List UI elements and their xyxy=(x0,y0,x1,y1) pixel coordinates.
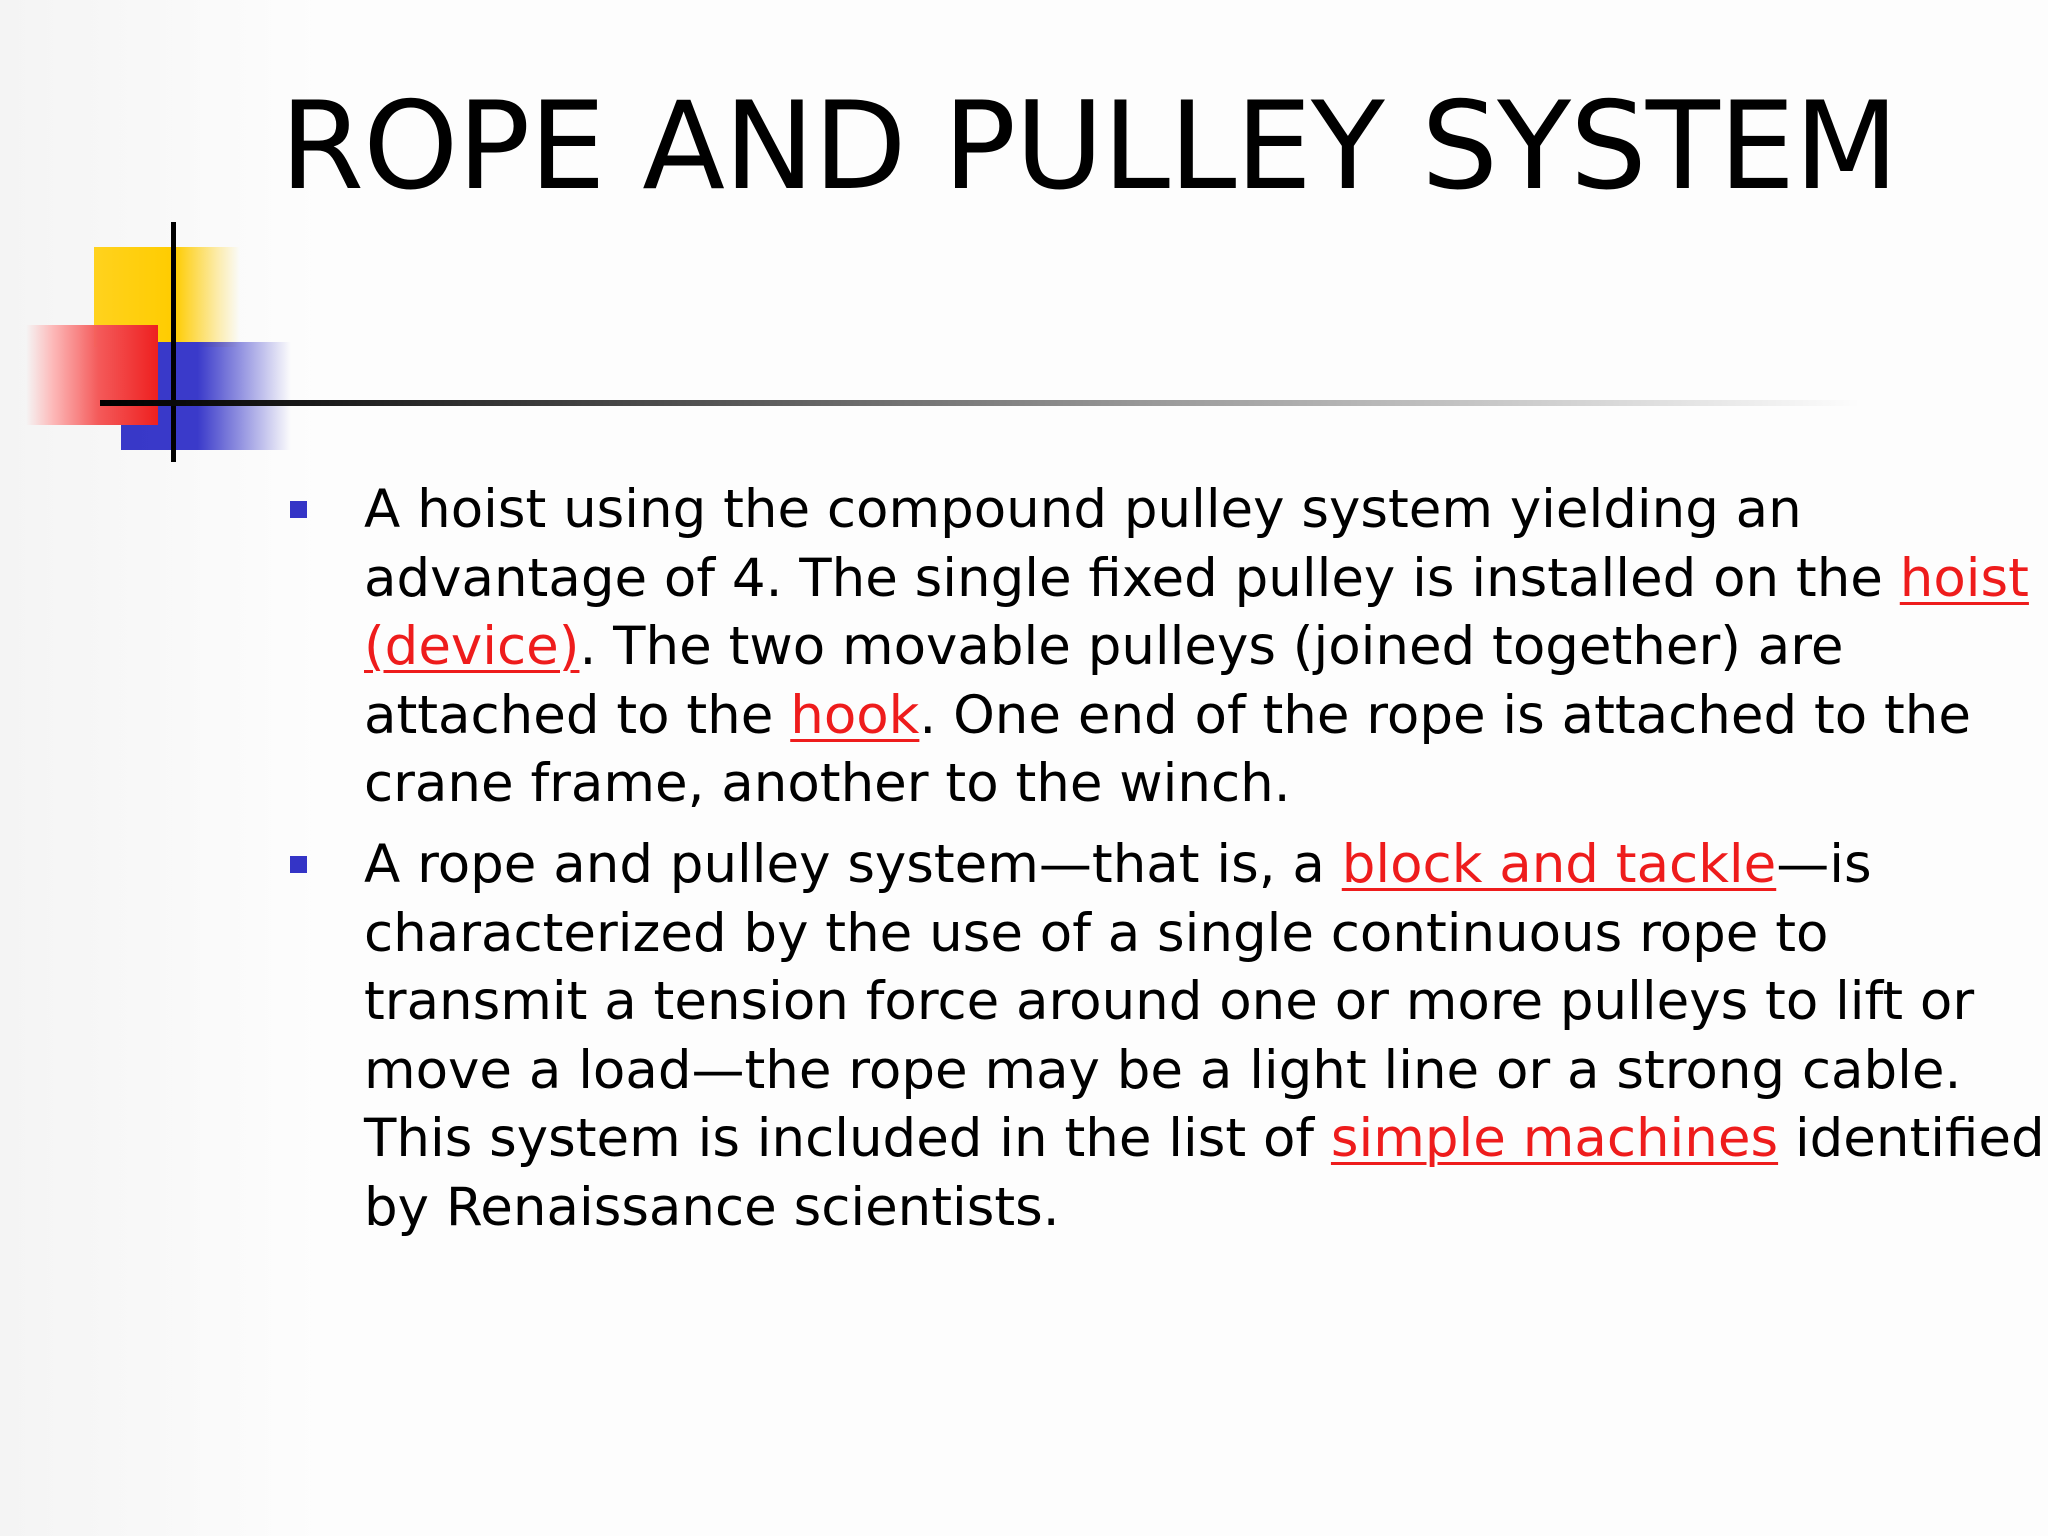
red-square xyxy=(26,325,158,425)
bullet-text-segment: . One end of the rope is attached to the crane frame, another to the winch. xyxy=(364,684,1971,815)
link-hoist-device[interactable]: hoist (device) xyxy=(364,547,2029,678)
bullet-text-segment: A hoist using the compound pulley system yielding an advantage of 4. The single fixed pulley is installed on the xyxy=(364,479,1900,609)
vertical-rule xyxy=(171,222,176,462)
slide-title: ROPE AND PULLEY SYSTEM xyxy=(280,76,1898,217)
link-simple-machines[interactable]: simple machines xyxy=(1330,1108,1779,1170)
bullet-text-segment: . The two movable pulleys (joined together) are attached to the xyxy=(364,616,1844,746)
bullet-marker-icon xyxy=(290,856,307,873)
bullet-text xyxy=(364,476,2048,819)
decorative-graphic xyxy=(0,0,2048,470)
horizontal-rule xyxy=(100,400,1860,406)
bullet-text xyxy=(364,831,2048,1243)
bullet-text-segment: A rope and pulley system—that is, a xyxy=(364,834,1342,895)
bullet-text-segment: —is characterized by the use of a single continuous rope to transmit a tension force around one or more pulleys to lift or move a load—the rope may be a light line or a strong cable. This system is included in the list of xyxy=(364,834,1975,1170)
link-hook[interactable]: hook xyxy=(790,684,920,746)
bullet-marker-icon xyxy=(290,501,307,518)
bullet-text-segment: identified by Renaissance scientists. xyxy=(364,1108,2045,1238)
link-block-and-tackle[interactable]: block and tackle xyxy=(1341,834,1777,895)
